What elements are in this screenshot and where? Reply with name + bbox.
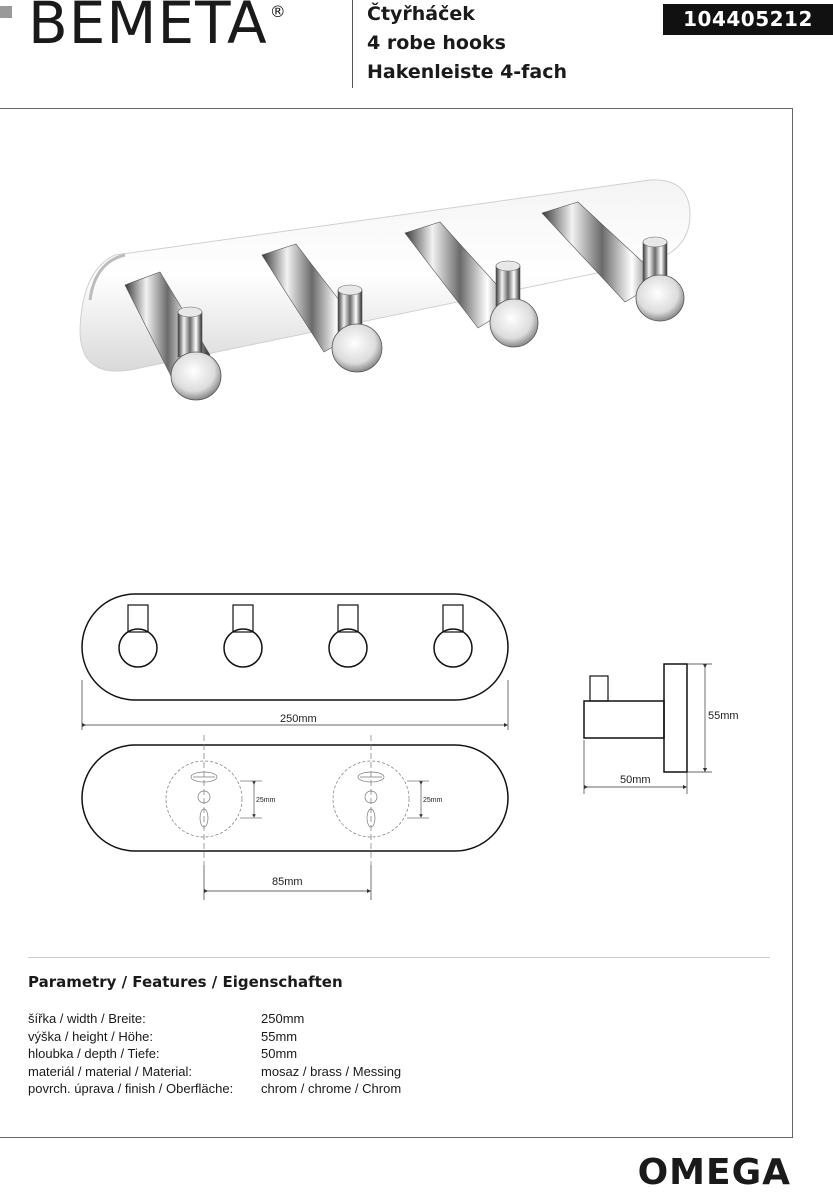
feature-label: povrch. úprava / finish / Oberfläche: [28, 1081, 234, 1096]
front-view-drawing [82, 594, 508, 700]
feature-row [28, 1028, 401, 1046]
feature-label: hloubka / depth / Tiefe: [28, 1046, 160, 1061]
mounting-plate-left [166, 735, 242, 865]
feature-row [28, 1080, 401, 1098]
back-view-drawing [82, 745, 508, 851]
mounting-plate-right [333, 735, 409, 865]
hole-label-left: 25mm [256, 797, 276, 804]
series-name: OMEGA [637, 1152, 791, 1193]
depth-label: 50mm [620, 774, 651, 786]
feature-row [28, 1063, 401, 1081]
feature-value: chrom / chrome / Chrom [261, 1081, 402, 1096]
product-photo [80, 180, 690, 400]
height-label: 55mm [708, 710, 739, 722]
section-divider [28, 957, 770, 958]
feature-value: 55mm [261, 1028, 298, 1044]
brand-logo: BEMETA ® [28, 0, 287, 57]
width-label: 250mm [280, 713, 317, 725]
feature-value: mosaz / brass / Messing [261, 1063, 402, 1079]
title-en: 4 robe hooks [367, 32, 506, 54]
product-code: 104405212 [663, 4, 833, 35]
features-title: Parametry / Features / Eigenschaften [28, 973, 343, 991]
side-view-drawing [584, 664, 687, 772]
hole-label-right: 25mm [423, 797, 443, 804]
spacing-label: 85mm [272, 876, 303, 888]
feature-label: šířka / width / Breite: [28, 1011, 146, 1026]
title-cz: Čtyřháček [367, 3, 475, 25]
feature-label: výška / height / Höhe: [28, 1028, 154, 1044]
feature-row [28, 1010, 401, 1028]
feature-row [28, 1045, 401, 1063]
features-list [28, 1010, 401, 1098]
feature-value: 50mm [261, 1046, 298, 1061]
title-de: Hakenleiste 4-fach [367, 61, 568, 83]
feature-label: materiál / material / Material: [28, 1063, 192, 1079]
feature-value: 250mm [261, 1011, 305, 1026]
